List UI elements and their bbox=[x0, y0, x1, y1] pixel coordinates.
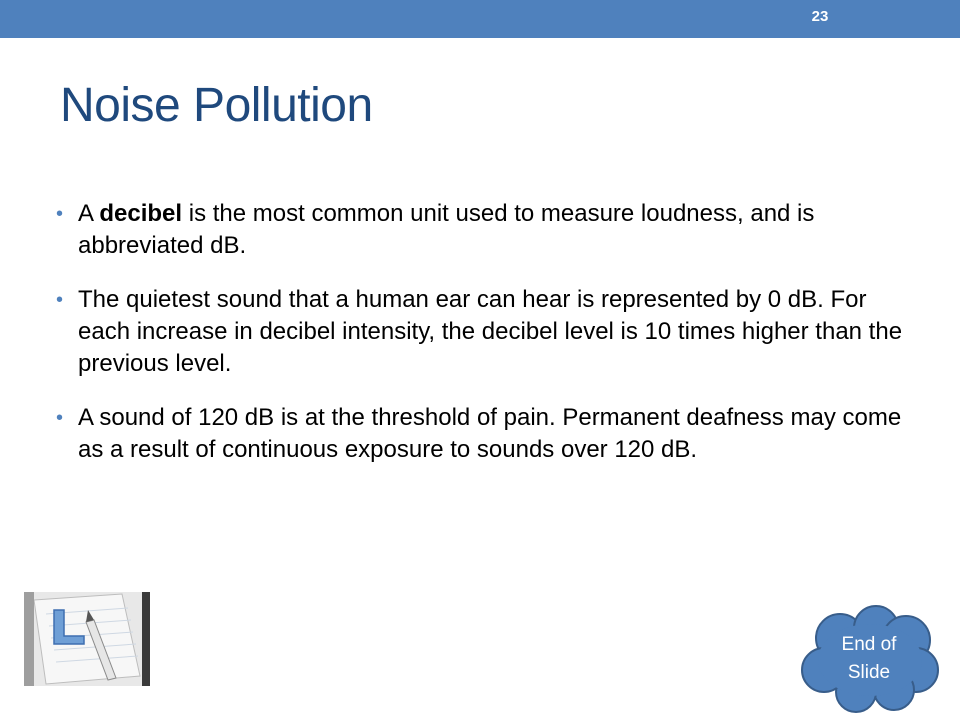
notebook-pencil-image bbox=[24, 592, 150, 686]
top-banner bbox=[0, 0, 960, 38]
bullet-decibel bbox=[56, 198, 906, 262]
bullet-list bbox=[56, 198, 906, 488]
bullet-threshold-of-pain bbox=[56, 402, 906, 466]
bullet-dot-icon: • bbox=[56, 203, 64, 225]
end-label-line1: End of bbox=[841, 634, 897, 655]
bullet-dot-icon: • bbox=[56, 289, 64, 311]
bullet-quietest-sound bbox=[56, 284, 906, 380]
slide-title: Noise Pollution bbox=[60, 79, 373, 132]
slide-number: 23 bbox=[811, 8, 829, 25]
bullet-dot-icon: • bbox=[56, 407, 64, 429]
end-label-line2: Slide bbox=[847, 662, 891, 683]
bullet-text: The quietest sound that a human ear can hear is represented by 0 dB. For each increase in decibel intensity, the decibel level is 10 times higher than the previous level. bbox=[78, 286, 903, 377]
end-of-slide-button[interactable] bbox=[798, 604, 940, 714]
bullet-text-after: is the most common unit used to measure loudness, and is abbreviated dB. bbox=[78, 200, 815, 259]
bullet-text: A sound of 120 dB is at the threshold of pain. Permanent deafness may come as a result of continuous exposure to sounds over 120 dB. bbox=[78, 404, 902, 463]
bullet-bold-term: decibel bbox=[99, 200, 183, 227]
end-of-slide-label bbox=[798, 631, 940, 687]
bullet-text-before: A bbox=[78, 200, 100, 227]
